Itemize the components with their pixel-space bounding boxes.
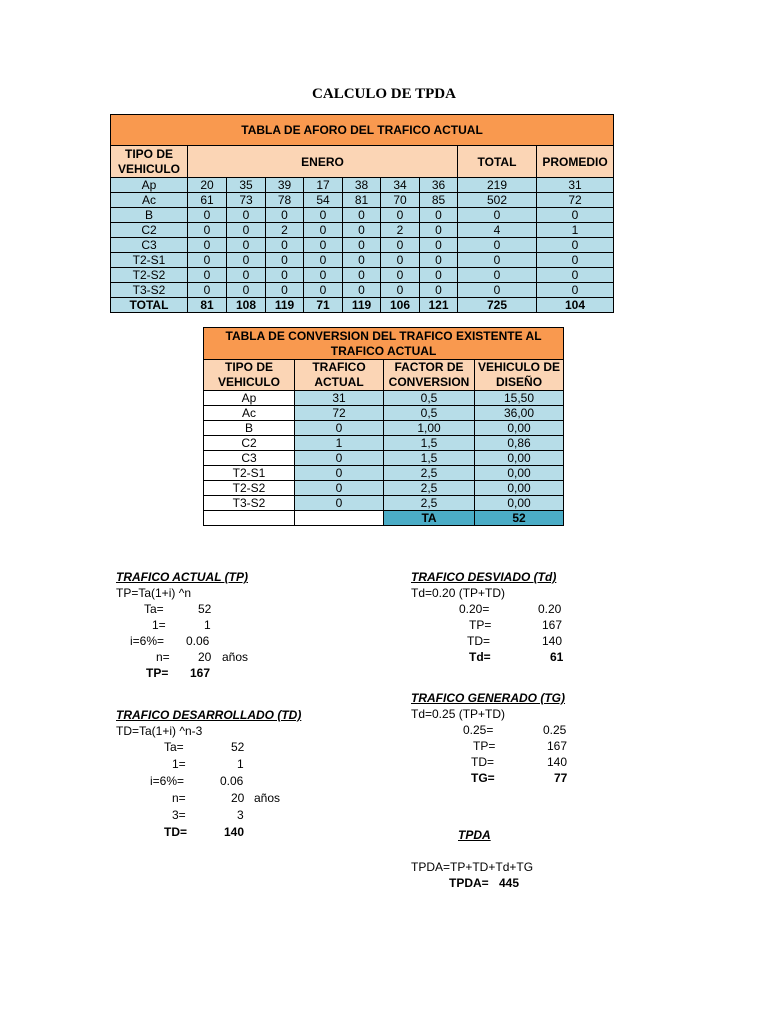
td-ta-value: 52 (231, 740, 245, 754)
grand-promedio: 104 (537, 298, 614, 313)
conversion-title: TABLA DE CONVERSION DEL TRAFICO EXISTENTE AL TRAFICO ACTUAL (204, 328, 564, 360)
row-total: 4 (458, 223, 537, 238)
day-cell: 35 (227, 178, 266, 193)
day-cell: 81 (343, 193, 381, 208)
day-cell: 0 (381, 268, 420, 283)
day-cell: 0 (420, 268, 458, 283)
tdesv-result-value: 61 (550, 650, 564, 664)
td-i-value: 0.06 (220, 774, 244, 788)
row-trafico: 0 (295, 481, 384, 496)
row-factor: 1,5 (384, 436, 475, 451)
day-cell: 0 (188, 253, 227, 268)
tdesv-result-label: Td= (469, 650, 491, 664)
tp-block (116, 569, 356, 681)
day-cell: 0 (188, 208, 227, 223)
day-cell: 0 (266, 283, 304, 298)
table-row (111, 223, 614, 238)
table-row (204, 391, 564, 406)
day-cell: 0 (304, 283, 343, 298)
day-cell: 0 (420, 208, 458, 223)
row-tipo: Ac (111, 193, 188, 208)
td-ta-label: Ta= (164, 740, 184, 754)
row-tipo: Ap (204, 391, 295, 406)
row-tipo: C2 (204, 436, 295, 451)
day-cell: 0 (343, 208, 381, 223)
row-total: 0 (458, 268, 537, 283)
tdesv-tp-value: 167 (542, 618, 563, 632)
total-day-cell: 119 (343, 298, 381, 313)
day-cell: 0 (227, 253, 266, 268)
empty-cell (295, 511, 384, 526)
tp-formula: TP=Ta(1+i) ^n (116, 586, 191, 600)
col-promedio: PROMEDIO (537, 146, 614, 178)
day-cell: 54 (304, 193, 343, 208)
tp-i-value: 0.06 (186, 634, 210, 648)
day-cell: 0 (381, 238, 420, 253)
day-cell: 0 (343, 268, 381, 283)
tg-tp-value: 167 (547, 739, 568, 753)
tpda-heading: TPDA (458, 828, 491, 842)
empty-cell (204, 511, 295, 526)
row-promedio: 31 (537, 178, 614, 193)
day-cell: 61 (188, 193, 227, 208)
tg-result-value: 77 (554, 771, 568, 785)
row-tipo: T3-S2 (204, 496, 295, 511)
day-cell: 0 (188, 268, 227, 283)
day-cell: 0 (188, 283, 227, 298)
row-factor: 1,5 (384, 451, 475, 466)
table-row (111, 283, 614, 298)
total-label: TOTAL (111, 298, 188, 313)
row-tipo: Ap (111, 178, 188, 193)
tdesv-td-value: 140 (542, 634, 563, 648)
page-title: CALCULO DE TPDA (312, 86, 456, 102)
day-cell: 34 (381, 178, 420, 193)
table-row (204, 481, 564, 496)
row-promedio: 72 (537, 193, 614, 208)
total-day-cell: 108 (227, 298, 266, 313)
tdesv-td-label: TD= (467, 634, 491, 648)
tdesv-f-value: 0.20 (538, 602, 562, 616)
tp-i-label: i=6%= (130, 634, 165, 648)
row-tipo: C3 (111, 238, 188, 253)
table-row (204, 436, 564, 451)
day-cell: 0 (420, 283, 458, 298)
tp-heading: TRAFICO ACTUAL (TP) (116, 570, 248, 584)
td-three-label: 3= (172, 808, 186, 822)
row-tipo: T2-S1 (204, 466, 295, 481)
col-diseno: VEHICULO DE DISEÑO (475, 360, 564, 391)
tp-ta-value: 52 (198, 602, 212, 616)
row-factor: 0,5 (384, 391, 475, 406)
tdesv-f-label: 0.20= (459, 602, 490, 616)
day-cell: 2 (381, 223, 420, 238)
row-total: 0 (458, 208, 537, 223)
day-cell: 0 (343, 283, 381, 298)
total-day-cell: 119 (266, 298, 304, 313)
table-row (204, 421, 564, 436)
tpda-result-value: 445 (499, 876, 520, 890)
table-row (111, 253, 614, 268)
tdesv-heading: TRAFICO DESVIADO (Td) (411, 570, 557, 584)
table-row (204, 451, 564, 466)
row-tipo: B (204, 421, 295, 436)
table-row (204, 406, 564, 421)
col-factor: FACTOR DE CONVERSION (384, 360, 475, 391)
tdesv-formula: Td=0.20 (TP+TD) (411, 586, 506, 600)
col-total: TOTAL (458, 146, 537, 178)
td-i-label: i=6%= (150, 774, 185, 788)
row-promedio: 0 (537, 268, 614, 283)
total-day-cell: 71 (304, 298, 343, 313)
total-day-cell: 106 (381, 298, 420, 313)
td-three-value: 3 (237, 808, 244, 822)
row-tipo: T3-S2 (111, 283, 188, 298)
day-cell: 0 (304, 208, 343, 223)
row-factor: 2,5 (384, 466, 475, 481)
row-factor: 0,5 (384, 406, 475, 421)
row-promedio: 1 (537, 223, 614, 238)
total-day-cell: 81 (188, 298, 227, 313)
table-row (111, 178, 614, 193)
tpda-block (411, 827, 611, 891)
day-cell: 0 (266, 268, 304, 283)
ta-value: 52 (475, 511, 564, 526)
ta-label: TA (384, 511, 475, 526)
td-n-unit: años (254, 791, 281, 805)
day-cell: 0 (266, 253, 304, 268)
day-cell: 0 (227, 208, 266, 223)
tp-n-unit: años (222, 650, 249, 664)
total-row (111, 298, 614, 313)
tp-one-label: 1= (152, 618, 166, 632)
aforo-table (110, 114, 614, 313)
day-cell: 0 (381, 208, 420, 223)
day-cell: 2 (266, 223, 304, 238)
table-row (111, 208, 614, 223)
tg-f-value: 0.25 (543, 723, 567, 737)
td-formula: TD=Ta(1+i) ^n-3 (116, 724, 203, 738)
tpda-result-label: TPDA= (449, 876, 489, 890)
day-cell: 0 (381, 283, 420, 298)
day-cell: 0 (227, 238, 266, 253)
tp-one-value: 1 (204, 618, 211, 632)
row-diseno: 15,50 (475, 391, 564, 406)
day-cell: 85 (420, 193, 458, 208)
day-cell: 73 (227, 193, 266, 208)
day-cell: 70 (381, 193, 420, 208)
day-cell: 0 (304, 268, 343, 283)
tp-n-label: n= (156, 650, 170, 664)
tp-n-value: 20 (198, 650, 212, 664)
row-trafico: 31 (295, 391, 384, 406)
col-trafico: TRAFICO ACTUAL (295, 360, 384, 391)
row-tipo: B (111, 208, 188, 223)
day-cell: 0 (188, 223, 227, 238)
row-factor: 2,5 (384, 496, 475, 511)
tp-result-label: TP= (146, 666, 169, 680)
day-cell: 0 (304, 223, 343, 238)
tp-result-value: 167 (190, 666, 211, 680)
tg-block (411, 690, 611, 786)
row-diseno: 0,00 (475, 466, 564, 481)
tp-ta-label: Ta= (144, 602, 164, 616)
day-cell: 0 (188, 238, 227, 253)
td-block (116, 707, 376, 840)
row-tipo: Ac (204, 406, 295, 421)
tpda-formula: TPDA=TP+TD+Td+TG (411, 860, 534, 874)
row-promedio: 0 (537, 208, 614, 223)
td-result-value: 140 (224, 825, 245, 839)
day-cell: 0 (420, 223, 458, 238)
td-one-label: 1= (172, 757, 186, 771)
day-cell: 78 (266, 193, 304, 208)
tg-f-label: 0.25= (463, 723, 494, 737)
day-cell: 0 (343, 223, 381, 238)
row-total: 0 (458, 238, 537, 253)
aforo-title: TABLA DE AFORO DEL TRAFICO ACTUAL (111, 115, 614, 146)
row-diseno: 36,00 (475, 406, 564, 421)
day-cell: 0 (343, 253, 381, 268)
row-trafico: 0 (295, 451, 384, 466)
table-row (111, 238, 614, 253)
row-tipo: T2-S2 (204, 481, 295, 496)
day-cell: 0 (227, 268, 266, 283)
day-cell: 38 (343, 178, 381, 193)
day-cell: 20 (188, 178, 227, 193)
tdesv-block (411, 569, 611, 665)
row-total: 219 (458, 178, 537, 193)
row-trafico: 1 (295, 436, 384, 451)
tg-formula: Td=0.25 (TP+TD) (411, 707, 506, 721)
td-one-value: 1 (237, 757, 244, 771)
row-tipo: T2-S1 (111, 253, 188, 268)
day-cell: 0 (420, 238, 458, 253)
row-promedio: 0 (537, 283, 614, 298)
tg-td-value: 140 (547, 755, 568, 769)
day-cell: 0 (420, 253, 458, 268)
tg-heading: TRAFICO GENERADO (TG) (411, 691, 565, 705)
table-row (111, 193, 614, 208)
row-factor: 2,5 (384, 481, 475, 496)
tdesv-tp-label: TP= (469, 618, 492, 632)
table-row (204, 466, 564, 481)
col-month: ENERO (188, 146, 458, 178)
total-day-cell: 121 (420, 298, 458, 313)
table-row (204, 496, 564, 511)
row-factor: 1,00 (384, 421, 475, 436)
col-tipo: TIPO DE VEHICULO (111, 146, 188, 178)
td-heading: TRAFICO DESARROLLADO (TD) (116, 708, 302, 722)
row-trafico: 0 (295, 466, 384, 481)
row-trafico: 0 (295, 421, 384, 436)
day-cell: 0 (266, 238, 304, 253)
day-cell: 36 (420, 178, 458, 193)
row-tipo: T2-S2 (111, 268, 188, 283)
day-cell: 0 (227, 283, 266, 298)
day-cell: 0 (304, 253, 343, 268)
table-row (111, 268, 614, 283)
tg-result-label: TG= (471, 771, 495, 785)
day-cell: 17 (304, 178, 343, 193)
day-cell: 39 (266, 178, 304, 193)
row-diseno: 0,00 (475, 451, 564, 466)
row-promedio: 0 (537, 238, 614, 253)
row-diseno: 0,00 (475, 481, 564, 496)
row-tipo: C2 (111, 223, 188, 238)
td-n-label: n= (172, 791, 186, 805)
row-total: 0 (458, 283, 537, 298)
day-cell: 0 (381, 253, 420, 268)
day-cell: 0 (227, 223, 266, 238)
row-diseno: 0,00 (475, 421, 564, 436)
day-cell: 0 (304, 238, 343, 253)
tg-tp-label: TP= (473, 739, 496, 753)
row-total: 502 (458, 193, 537, 208)
td-n-value: 20 (231, 791, 245, 805)
row-diseno: 0,86 (475, 436, 564, 451)
td-result-label: TD= (164, 825, 188, 839)
row-total: 0 (458, 253, 537, 268)
row-trafico: 72 (295, 406, 384, 421)
day-cell: 0 (266, 208, 304, 223)
grand-total: 725 (458, 298, 537, 313)
row-promedio: 0 (537, 253, 614, 268)
tg-td-label: TD= (471, 755, 495, 769)
col-tipo: TIPO DE VEHICULO (204, 360, 295, 391)
row-trafico: 0 (295, 496, 384, 511)
conversion-table (203, 327, 564, 526)
day-cell: 0 (343, 238, 381, 253)
row-diseno: 0,00 (475, 496, 564, 511)
row-tipo: C3 (204, 451, 295, 466)
